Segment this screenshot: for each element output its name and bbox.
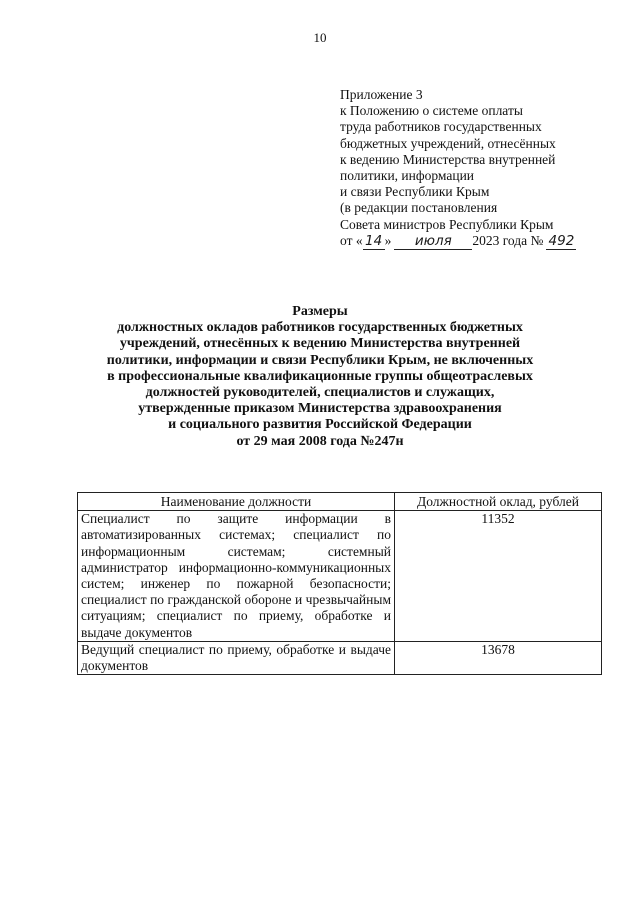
title-line: политики, информации и связи Республики Крым, не включенных	[106, 352, 534, 368]
date-quote-close: »	[384, 232, 392, 248]
appendix-line: к Положению о системе оплаты	[340, 103, 523, 119]
appendix-line: Приложение 3	[340, 87, 423, 102]
title-line: и социального развития Российской Федерации	[168, 417, 472, 433]
title-line: учреждений, отнесённых к ведению Министерства внутренней	[119, 336, 521, 352]
salary-table	[77, 492, 602, 675]
title-line: утвержденные приказом Министерства здравоохранения	[138, 401, 502, 417]
appendix-line: бюджетных учреждений, отнесённых	[340, 135, 556, 151]
handwritten-number: 492	[546, 233, 576, 250]
appendix-date-line	[340, 233, 630, 250]
appendix-block	[340, 87, 630, 250]
salary-cell: 13678	[395, 641, 602, 674]
header-salary: Должностной оклад, рублей	[395, 493, 602, 511]
table-row	[78, 641, 602, 674]
appendix-line: труда работников государственных	[340, 119, 542, 135]
title-line: в профессиональные квалификационные группы общеотраслевых	[107, 368, 533, 384]
position-name-cell: Специалист по защите информации в автоматизированных системах; специалист по информационным системам; системный администратор информационно-коммуникационных систем; инженер по пожарной безопасности; специалист по гражданской обороне и чрезвычайным ситуациям; специалист по приему, обработке и выдаче документов	[78, 511, 395, 642]
appendix-line: Совета министров Республики Крым	[340, 216, 554, 232]
appendix-line: и связи Республики Крым	[340, 184, 490, 200]
handwritten-month: июля	[394, 233, 472, 250]
appendix-line: (в редакции постановления	[340, 200, 498, 216]
document-title	[60, 304, 580, 450]
header-position-name: Наименование должности	[78, 493, 395, 511]
title-line: должностных окладов работников государственных бюджетных	[117, 320, 523, 336]
title-line: должностей руководителей, специалистов и служащих,	[145, 385, 495, 401]
table-row	[78, 511, 602, 642]
year-text: 2023 года №	[472, 232, 544, 248]
table-header-row	[78, 493, 602, 511]
appendix-line: политики, информации	[340, 168, 475, 184]
handwritten-day: 14	[363, 233, 385, 250]
date-prefix: от «	[340, 232, 363, 248]
appendix-line: к ведению Министерства внутренней	[340, 151, 556, 167]
title-line: от 29 мая 2008 года №247н	[236, 433, 404, 449]
title-line: Размеры	[292, 304, 348, 319]
salary-cell: 11352	[395, 511, 602, 642]
page-number: 10	[313, 30, 327, 45]
position-name-cell: Ведущий специалист по приему, обработке и выдаче документов	[78, 641, 395, 674]
